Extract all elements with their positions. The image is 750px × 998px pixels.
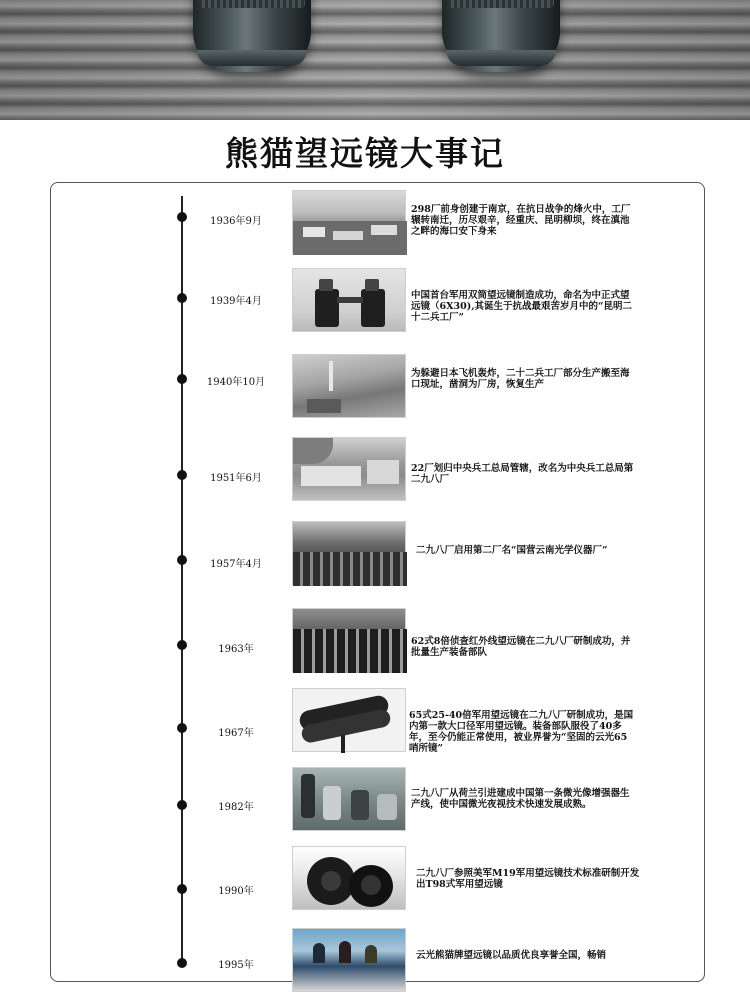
timeline-dot xyxy=(177,958,187,968)
timeline-dot xyxy=(177,374,187,384)
event-description: 二九八厂启用第二厂名“国营云南光学仪器厂” xyxy=(416,545,608,556)
timeline-event xyxy=(0,605,750,675)
event-description: 二九八厂参照美军M19军用望远镜技术标准研制开发出T98式军用望远镜 xyxy=(416,868,640,890)
event-photo-intensifier-tubes xyxy=(292,767,406,831)
event-description: 298厂前身创建于南京，在抗日战争的烽火中，工厂辗转南迁，历尽艰辛，经重庆、昆明柳坝，终在滇池之畔的海口安下身来 xyxy=(411,204,631,237)
timeline-event xyxy=(0,352,750,422)
event-photo-factory-valley xyxy=(292,190,406,254)
timeline-event xyxy=(0,434,750,504)
timeline-event xyxy=(0,518,750,588)
timeline-event xyxy=(0,688,750,758)
timeline-dot xyxy=(177,470,187,480)
event-date: 1982年 xyxy=(218,802,254,813)
event-description: 62式8倍侦查红外线望远镜在二九八厂研制成功，并批量生产装备部队 xyxy=(411,636,631,658)
page-title: 熊猫望远镜大事记 xyxy=(225,134,505,173)
event-photo-factory-building xyxy=(292,437,406,501)
event-description: 22厂划归中央兵工总局管辖，改名为中央兵工总局第二九八厂 xyxy=(411,463,634,485)
timeline-dot xyxy=(177,884,187,894)
event-date: 1940年10月 xyxy=(206,377,266,388)
event-photo-hillside xyxy=(292,354,406,418)
event-description: 云光熊猫牌望远镜以品质优良享誉全国，畅销 xyxy=(416,950,607,961)
event-photo-binoculars xyxy=(292,268,406,332)
timeline-dot xyxy=(177,212,187,222)
hero-banner xyxy=(0,0,750,120)
event-photo-large-binoculars xyxy=(292,688,406,752)
event-photo-team xyxy=(292,608,406,672)
event-description: 为躲避日本飞机轰炸，二十二兵工厂部分生产搬至海口现址，凿洞为厂房，恢复生产 xyxy=(411,368,630,390)
timeline-event xyxy=(0,186,750,256)
event-date: 1963年 xyxy=(218,644,254,655)
timeline-event xyxy=(0,266,750,336)
event-photo-group xyxy=(292,521,406,585)
timeline-event xyxy=(0,928,750,998)
timeline-dot xyxy=(177,293,187,303)
timeline-dot xyxy=(177,723,187,733)
event-date: 1990年 xyxy=(218,886,254,897)
timeline-dot xyxy=(177,640,187,650)
event-date: 1967年 xyxy=(218,728,254,739)
timeline-dot xyxy=(177,800,187,810)
event-photo-exhibition xyxy=(292,928,406,992)
binocular-barrel-right xyxy=(442,0,560,72)
event-date: 1957年4月 xyxy=(210,559,262,570)
binocular-barrel-left xyxy=(193,0,311,72)
event-date: 1939年4月 xyxy=(210,296,262,307)
event-date: 1995年 xyxy=(218,960,254,971)
event-photo-t98-binoculars xyxy=(292,846,406,910)
event-description: 中国首台军用双筒望远镜制造成功，命名为中正式望远镜（6X30),其诞生于抗战最艰苦岁月中的“昆明二十二兵工厂” xyxy=(411,290,632,323)
timeline-event xyxy=(0,846,750,916)
event-description: 二九八厂从荷兰引进建成中国第一条微光像增强器生产线，使中国微光夜视技术快速发展成熟。 xyxy=(411,788,630,810)
event-date: 1951年6月 xyxy=(210,473,262,484)
event-date: 1936年9月 xyxy=(210,216,262,227)
timeline-dot xyxy=(177,555,187,565)
event-description: 65式25-40倍军用望远镜在二九八厂研制成功，是国内第一款大口径军用望远镜。装备部队服役了40多年，至今仍能正常使用，被业界誉为“坚固的云光65哨所镜” xyxy=(409,710,634,754)
timeline-event xyxy=(0,766,750,836)
